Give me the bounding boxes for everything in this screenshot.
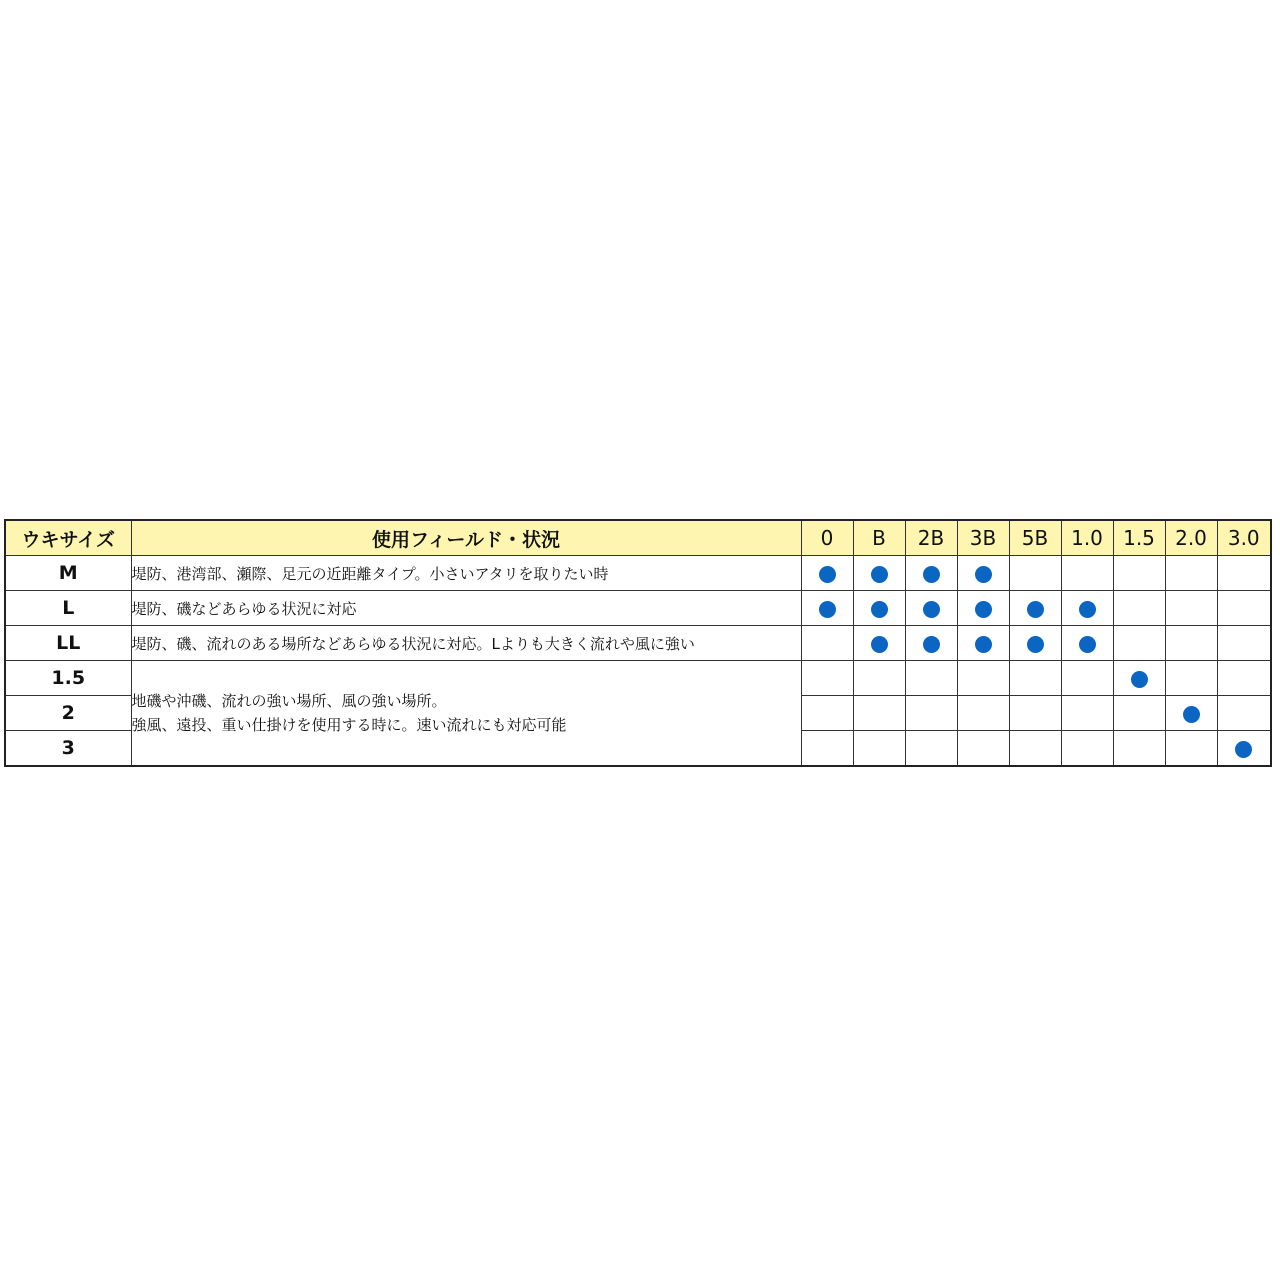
- compatible-dot-icon: [1131, 671, 1148, 688]
- gauge-cell: [905, 591, 957, 626]
- gauge-cell: [1217, 731, 1271, 767]
- size-cell: LL: [5, 626, 131, 661]
- gauge-cell: [957, 591, 1009, 626]
- compatible-dot-icon: [1027, 601, 1044, 618]
- gauge-cell: [1165, 661, 1217, 696]
- table-row: [5, 591, 1271, 626]
- description-cell: 堤防、磯などあらゆる状況に対応: [131, 591, 801, 626]
- compatible-dot-icon: [975, 636, 992, 653]
- gauge-cell: [957, 556, 1009, 591]
- header-gauge: 3B: [957, 520, 1009, 556]
- gauge-cell: [853, 591, 905, 626]
- size-cell: 1.5: [5, 661, 131, 696]
- gauge-cell: [1009, 556, 1061, 591]
- compatible-dot-icon: [1079, 636, 1096, 653]
- gauge-cell: [1217, 626, 1271, 661]
- description-cell-merged: [131, 661, 801, 767]
- table-row: [5, 556, 1271, 591]
- gauge-cell: [957, 661, 1009, 696]
- gauge-cell: [1165, 626, 1217, 661]
- size-cell: 3: [5, 731, 131, 767]
- gauge-cell: [853, 626, 905, 661]
- gauge-cell: [1009, 696, 1061, 731]
- gauge-cell: [1217, 556, 1271, 591]
- size-cell: L: [5, 591, 131, 626]
- gauge-cell: [905, 661, 957, 696]
- gauge-cell: [853, 696, 905, 731]
- gauge-cell: [801, 626, 853, 661]
- compatible-dot-icon: [871, 601, 888, 618]
- gauge-cell: [1061, 626, 1113, 661]
- header-gauge: 2B: [905, 520, 957, 556]
- header-gauge: 1.0: [1061, 520, 1113, 556]
- gauge-cell: [853, 556, 905, 591]
- gauge-cell: [905, 556, 957, 591]
- table-row: [5, 661, 1271, 696]
- gauge-cell: [1113, 591, 1165, 626]
- gauge-cell: [905, 626, 957, 661]
- gauge-cell: [1061, 591, 1113, 626]
- compatible-dot-icon: [819, 601, 836, 618]
- gauge-cell: [1009, 626, 1061, 661]
- gauge-cell: [801, 696, 853, 731]
- gauge-cell: [1217, 591, 1271, 626]
- compatible-dot-icon: [923, 636, 940, 653]
- table-row: [5, 626, 1271, 661]
- gauge-cell: [1113, 731, 1165, 767]
- compatible-dot-icon: [1183, 706, 1200, 723]
- compatible-dot-icon: [975, 601, 992, 618]
- gauge-cell: [957, 696, 1009, 731]
- header-gauge: 0: [801, 520, 853, 556]
- compatible-dot-icon: [975, 566, 992, 583]
- gauge-cell: [1061, 731, 1113, 767]
- gauge-cell: [801, 731, 853, 767]
- compatible-dot-icon: [923, 566, 940, 583]
- header-gauge: 2.0: [1165, 520, 1217, 556]
- gauge-cell: [801, 661, 853, 696]
- gauge-cell: [1165, 731, 1217, 767]
- gauge-cell: [801, 591, 853, 626]
- compatible-dot-icon: [1235, 741, 1252, 758]
- gauge-cell: [801, 556, 853, 591]
- compatible-dot-icon: [871, 636, 888, 653]
- header-gauge: 1.5: [1113, 520, 1165, 556]
- description-cell: 堤防、港湾部、瀬際、足元の近距離タイプ。小さいアタリを取りたい時: [131, 556, 801, 591]
- gauge-cell: [1009, 591, 1061, 626]
- gauge-cell: [905, 696, 957, 731]
- gauge-cell: [905, 731, 957, 767]
- header-gauge: B: [853, 520, 905, 556]
- gauge-cell: [1113, 626, 1165, 661]
- gauge-cell: [1113, 661, 1165, 696]
- description-line: 地磯や沖磯、流れの強い場所、風の強い場所。: [131, 692, 447, 710]
- size-cell: M: [5, 556, 131, 591]
- header-gauge: 5B: [1009, 520, 1061, 556]
- gauge-cell: [1165, 556, 1217, 591]
- gauge-cell: [1217, 696, 1271, 731]
- float-size-spec-table: [4, 519, 1272, 767]
- gauge-cell: [1113, 556, 1165, 591]
- header-row: [5, 520, 1271, 556]
- compatible-dot-icon: [871, 566, 888, 583]
- gauge-cell: [957, 731, 1009, 767]
- header-size: ウキサイズ: [5, 520, 131, 556]
- header-field: 使用フィールド・状況: [131, 520, 801, 556]
- gauge-cell: [1061, 696, 1113, 731]
- gauge-cell: [1061, 556, 1113, 591]
- compatible-dot-icon: [1027, 636, 1044, 653]
- gauge-cell: [1113, 696, 1165, 731]
- gauge-cell: [1217, 661, 1271, 696]
- gauge-cell: [853, 731, 905, 767]
- header-gauge: 3.0: [1217, 520, 1271, 556]
- gauge-cell: [1165, 591, 1217, 626]
- description-line: 強風、遠投、重い仕掛けを使用する時に。速い流れにも対応可能: [131, 716, 567, 734]
- description-cell: 堤防、磯、流れのある場所などあらゆる状況に対応。Lよりも大きく流れや風に強い: [131, 626, 801, 661]
- gauge-cell: [853, 661, 905, 696]
- gauge-cell: [1165, 696, 1217, 731]
- size-cell: 2: [5, 696, 131, 731]
- compatible-dot-icon: [923, 601, 940, 618]
- gauge-cell: [1009, 731, 1061, 767]
- gauge-cell: [1061, 661, 1113, 696]
- gauge-cell: [957, 626, 1009, 661]
- compatible-dot-icon: [819, 566, 836, 583]
- gauge-cell: [1009, 661, 1061, 696]
- compatible-dot-icon: [1079, 601, 1096, 618]
